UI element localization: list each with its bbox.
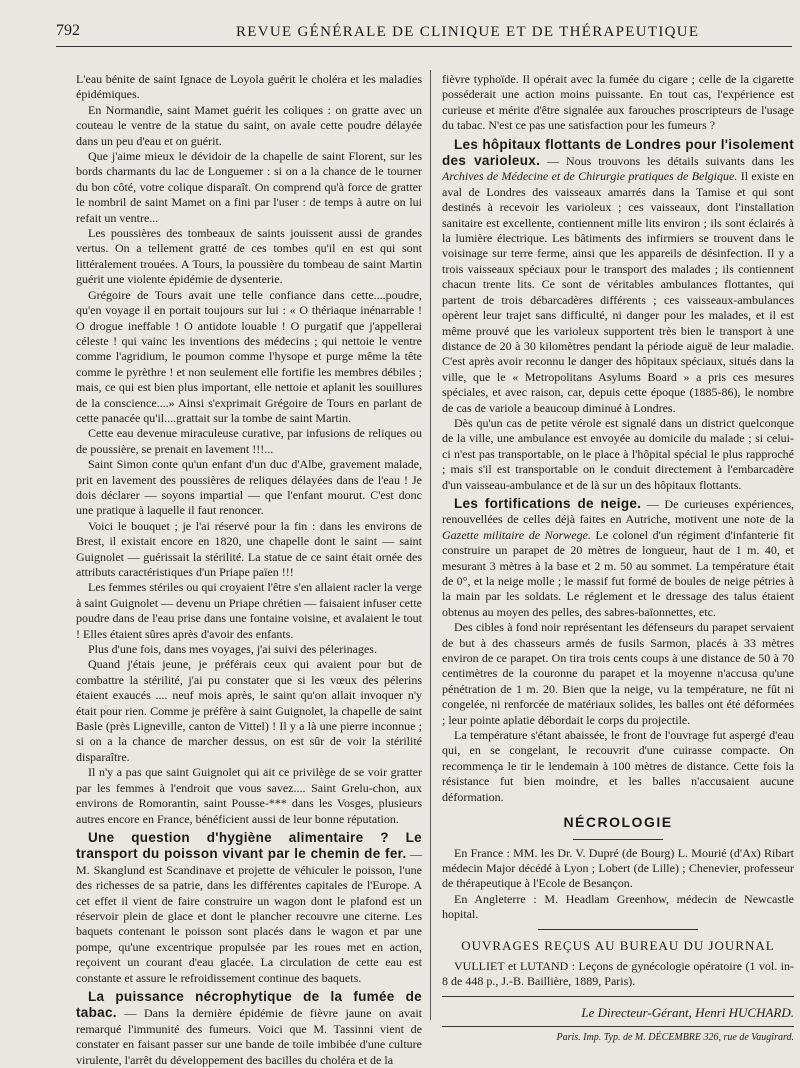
article-body: — M. Skanglund est Scandinave et projette de véhiculer le poisson, l'une des richesses de sa patrie, dans les différentes capitales de l'Europe. A cet effet il vient de faire construire un wagon dont le plafond est un réservoir plein de glace et dont le plancher recouvre une citerne. Les baquets contenant le poisson sont placés dans le wagon et par une pompe, qu'une excentrique propulsée par les roues met en action, reçoivent un courant d'eau glacée. La circulation de cette eau est constante et assure le refroidissement continue des baquets.: [76, 847, 422, 985]
source-citation: Gazette militaire de Norwege.: [442, 527, 591, 542]
section-title: Les hôpitaux flottants de Londres pour l'isolement des varioleux.: [442, 136, 794, 169]
paragraph: Les femmes stériles ou qui croyaient l'être s'en allaient racler la verge à saint Guignolet — devenu un Priape chrétien — faisaient infuser cette poudre dans de l'eau prise dans une fontaine voisine, et avalaient le tout ! Elles étaient sûres après d'avoir des enfants.: [76, 580, 422, 641]
article-snow-fortifications: [442, 496, 794, 620]
column-divider: [430, 70, 431, 1020]
paragraph: Que j'aime mieux le dévidoir de la chapelle de saint Florent, sur les bords charmants du lac de Longuemer : si on a la chance de le tourner du bon côté, votre colique disparaît. On comprend qu'à force de gratter le nombril de saint Mamet on a fini par l'user : de temps à autre on lui refait un ventre...: [76, 149, 422, 225]
paragraph: En Normandie, saint Mamet guérit les coliques : on gratte avec un couteau le ventre de la statue du saint, on avale cette poudre délayée dans un peu d'eau et on guérit.: [76, 102, 422, 148]
necrology-england: En Angleterre : M. Headlam Greenhow, médecin de Newcastle hopital.: [442, 891, 794, 922]
paragraph: L'eau bénite de saint Ignace de Loyola guérit le choléra et les maladies épidémiques.: [76, 72, 422, 102]
paragraph: Il n'y a pas que saint Guignolet qui ait ce privilège de se voir gratter par les femmes à l'endroit que vous savez.... Saint Grelu-chon, aux environs de Romorantin, saint Pousse-*** dans les Vosges, plusieurs autres encore en France, bénéficient aussi de leur bonne réputation.: [76, 765, 422, 826]
paragraph: Grégoire de Tours avait une telle confiance dans cette....poudre, qu'en voyage il en portait toujours sur lui : « O thériaque inénarrable ! O drogue ineffable ! O antidote louable ! O purgatif que j'appellerai céleste ! qui vainc les inventions des médecins ; qui nettoie le ventre comme l'agridium, le poumon comme l'hysope et purge même la tête comme le pyrèthre ! et non seulement elle fortifie les membres débiles ; mais, ce qui est bien plus important, elle nettoie et aplanit les souillures de la conscience....» Ainsi s'exprimait Grégoire de Tours en parlant de cette panacée qu'il....grattait sur la tombe de saint Martin.: [76, 287, 422, 425]
article-tobacco-smoke: [76, 989, 422, 1068]
paragraph: Plus d'une fois, dans mes voyages, j'ai suivi des pélerinages.: [88, 642, 377, 657]
left-column: [76, 72, 422, 1068]
signature-rule: [442, 996, 794, 997]
source-citation: Archives de Médecine et de Chirurgie pratiques de Belgique.: [442, 169, 738, 184]
paragraph: fièvre typhoïde. Il opérait avec la fumée du cigare ; celle de la cigarette posséderait une action moins puissante. En tout cas, l'expérience est curieuse et mérite d'être signalée aux farouches proscripteurs de l'usage du tabac. N'est ce pas une satisfaction pour les fumeurs ?: [442, 72, 794, 133]
running-head: [56, 22, 792, 47]
books-received-heading: OUVRAGES REÇUS AU BUREAU DU JOURNAL: [461, 937, 775, 953]
article-fish-transport: [76, 830, 422, 986]
necrology-rule: [573, 839, 663, 840]
article-body: — Dans la dernière épidémie de fièvre jaune on avait remarqué l'immunité des fumeurs. Voici que M. Tassinni vient de constater en faisant passer sur une bande de toile imbibée d'une culture virulente, l'arrêt du développement des bacilles du choléra et de la: [76, 1006, 422, 1067]
paragraph: Des cibles à fond noir représentant les défenseurs du parapet servaient de but à des chasseurs armés de fusils Sarmon, placés à 33 mètres environ de ce parapet. On tira trois cents coups à une distance de 50 à 70 centimètres de la couronne du parapet et la moyenne n'accusa qu'une pénétration de 1 m. 20. Bien que la neige, vu la température, ne fût ni congelée, ni renforcée de matériaux solides, les balles ont été déformées ; leur pointe aplatie débordait le corps du projectile.: [442, 620, 794, 727]
paragraph: Cette eau devenue miraculeuse curative, par infusions de reliques ou de poussière, se prenait en lavement !!!...: [76, 426, 422, 456]
paragraph: La température s'étant abaissée, le front de l'ouvrage fut aspergé d'eau qui, en se congelant, le recouvrit d'une cuirasse compacte. On recommença le tir le lendemain à 100 mètres de distance. Cette fois la résistance fut bien moindre, et les balles n'accusaient aucune déformation.: [442, 728, 794, 804]
article-body: — Nous trouvons les détails suivants dans les: [540, 154, 795, 169]
article-body: — De curieuses expériences, renouvellées de celles déjà faites en Autriche, motivent une note de la: [442, 496, 794, 527]
right-column: [442, 72, 794, 1046]
section-title: Une question d'hygiène alimentaire ? Le transport du poisson vivant par le chemin de fer.: [76, 829, 422, 862]
paragraph: Voici le bouquet ; je l'ai réservé pour la fin : dans les environs de Brest, il existait encore en 1820, une chapelle dont le saint — saint Guignolet — guérissait la stérilité. La statue de ce saint était ornée des attributs caractéristiques d'un Priape païen !!!: [76, 518, 422, 579]
section-title: La puissance nécrophytique de la fumée de tabac.: [76, 988, 422, 1021]
director-signature: Le Directeur-Gérant, Henri HUCHARD.: [581, 1004, 794, 1020]
article-body: Il existe en aval de Londres des vaisseaux amarrés dans la Tamise et qui sont destinés à recevoir les varioleux ; ces vaisseaux, dont l'installation sanitaire est excellente, contiennent mille lits environ ; ils sont éclairés à la lumière électrique. Les bâtiments des infirmiers se trouvent dans le voisinage sur terre ferme, ainsi que les appareils de désinfection. Il y a trois vaisseaux spéciaux pour le transport des malades ; ils contiennent chacun trente lits. Ce sont de véritables ambulances flottantes, qui partent de trois débarcadères différents ; ces vaisseaux-ambulances opèrent leur trajet sans difficulté, ni danger pour les malades, et il est même prouvé que les varioleux supportent très bien le transport à une distance de 20 à 30 kilomètres pendant la période aiguë de leur maladie. C'est après avoir reconnu le danger des hôpitaux spéciaux, situés dans la ville, que le « Metropolitans Asylums Board » a pris ces mesures spéciales, et avec raison, car, depuis cette époque (1885-86), le nombre de cas de variole a beaucoup diminué à Londres.: [442, 169, 795, 415]
paragraph: Saint Simon conte qu'un enfant d'un duc d'Albe, gravement malade, prit en lavement des poussières de reliques délayées dans de l'eau ! Je dois déclarer — soyons impartial — que l'enfant mourut. C'est donc une pratique à laquelle il faut renoncer.: [76, 457, 422, 518]
printer-rule: [442, 1026, 794, 1027]
paragraph: Dès qu'un cas de petite vérole est signalé dans un district quelconque de la ville, une ambulance est envoyée au domicile du malade ; si celui-ci n'est pas transportable, on le place à l'hôpital spécial le plus rapproché ; mais s'il est transportable on le conduit directement à l'embarcadère d'un vaisseau-ambulance et de là sur un des hôpitaux flottants.: [442, 415, 794, 492]
necrology-france: En France : MM. les Dr. V. Dupré (de Bourg) L. Mourié (d'Ax) Ribart médecin Major décédé à Lyon ; Lobert (de Lille) ; Chenevier, professeur de thérapeutique à l'Ecole de Besançon.: [442, 845, 794, 891]
paragraph: Quand j'étais jeune, je préférais ceux qui avaient pour but de combattre la stérilité, j'ai pu constater que si les vœux des pélerins étaient exaucés .... neuf mois après, le saint qu'on allait invoquer n'y était pour rien. Comme je préfère à saint Guignolet, la chapelle de saint Basle (près Ligneville, canton de Vittel) ! Il y a là une pierre inconnue ; si on a la chance de marcher dessus, on est sûr de voir la stérilité disparaître.: [76, 657, 422, 764]
necrology-heading: NÉCROLOGIE: [563, 814, 673, 831]
article-body: Le colonel d'un régiment d'infanterie fit construire un parapet de 20 mètres de longueur, haut de 1 m. 40, et mesurant 3 mètres à la base et 2 m. 50 au sommet. La température était de 0°, et la neige molle ; le massif fut formé de boules de neige pétries à la main par les soldats. Le réglement et le dressage des talus étaient obtenus au moyen des pelles, des sabres-baïonnettes, etc.: [442, 527, 794, 619]
journal-title: REVUE GÉNÉRALE DE CLINIQUE ET DE THÉRAPEUTIQUE: [236, 24, 700, 40]
page-number: 792: [56, 22, 80, 39]
books-entry: VULLIET et LUTAND : Leçons de gynécologie opératoire (1 vol. in-8 de 448 p., J.-B. Baillière, 1889, Paris).: [442, 958, 794, 989]
paragraph: Les poussières des tombeaux de saints jouissent aussi de grandes vertus. On a tellement gratté de ces tombes qu'il en est qui sont littéralement trouées. A Tours, la poussière du tombeau de saint Martin guérit une violente épidémie de dysenterie.: [76, 226, 422, 287]
article-floating-hospitals: [442, 137, 794, 416]
printer-imprint: Paris. Imp. Typ. de M. DÉCEMBRE 326, rue de Vaugirard.: [556, 1032, 794, 1044]
books-rule: [538, 929, 698, 930]
section-title: Les fortifications de neige.: [454, 495, 642, 511]
